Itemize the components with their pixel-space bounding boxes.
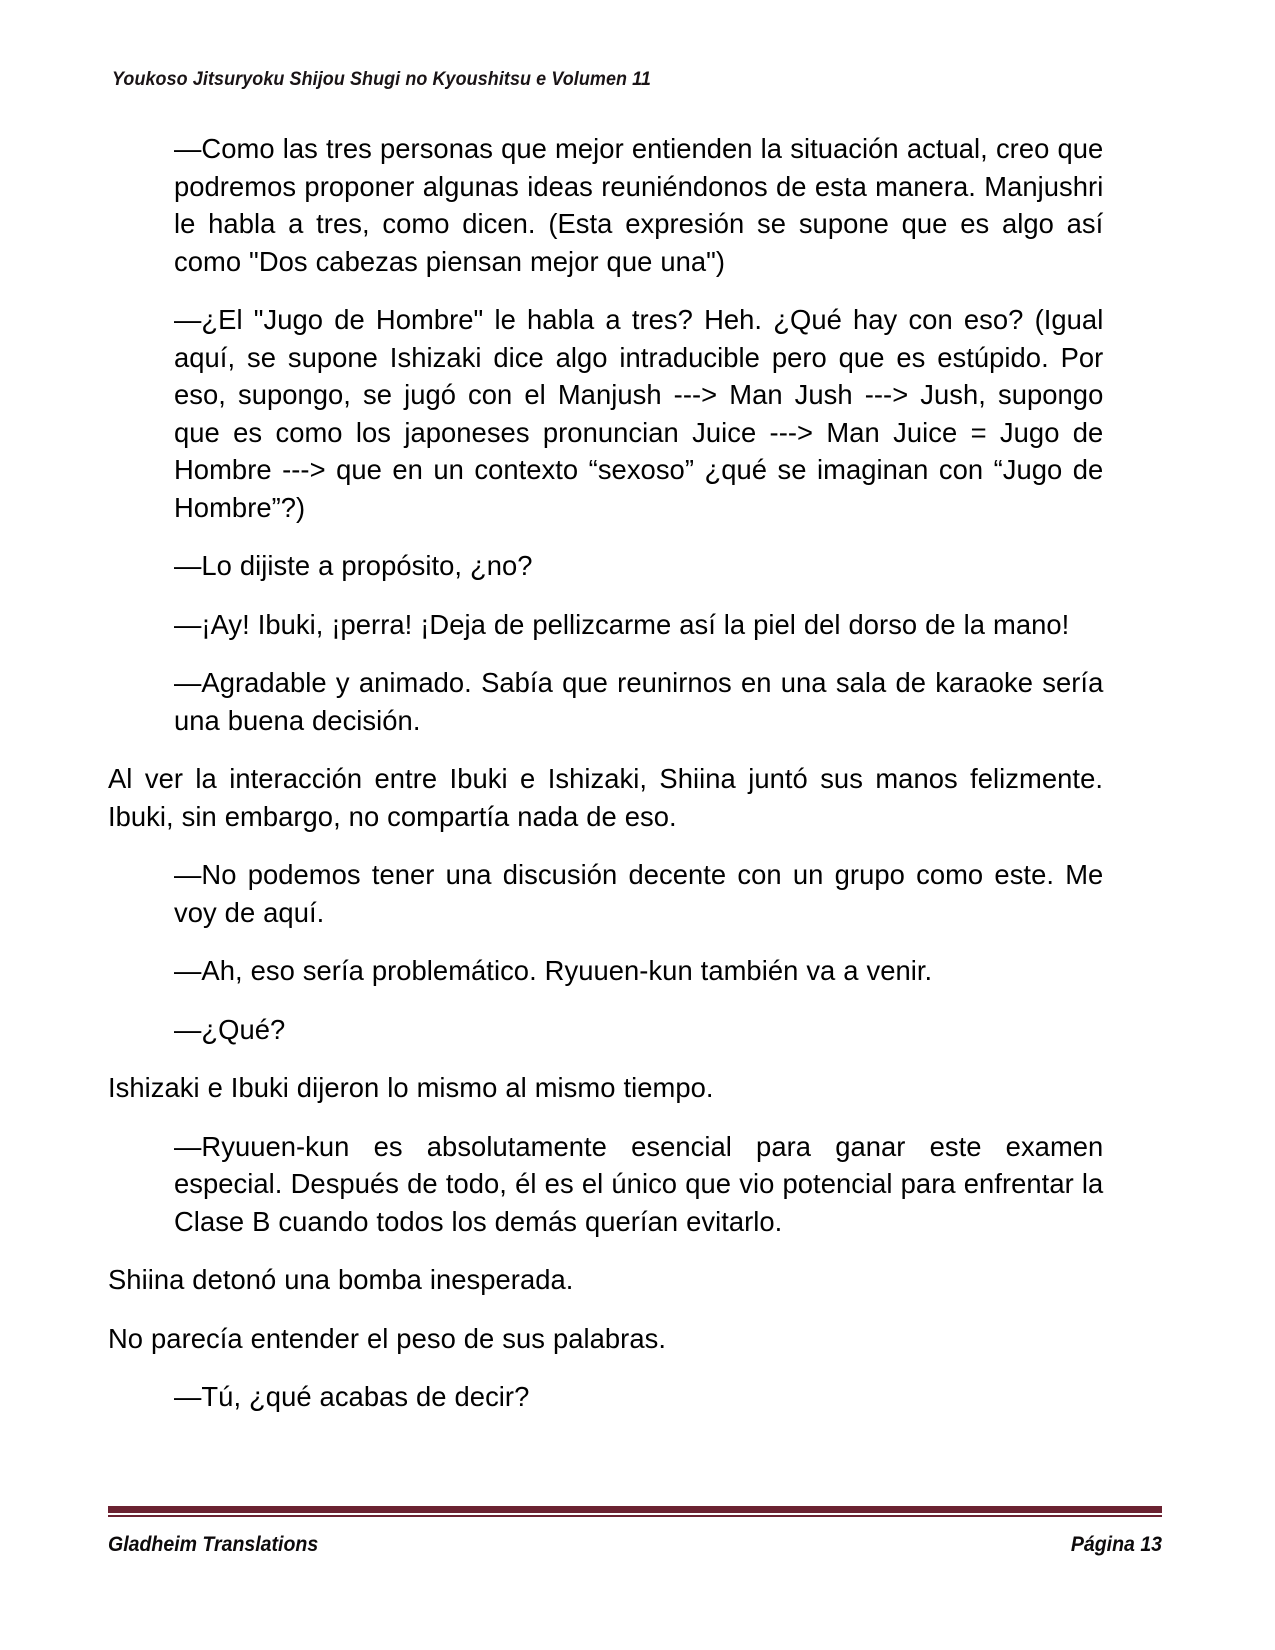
dialogue-paragraph: —Ryuuen-kun es absolutamente esencial para ganar este examen especial. Después de todo, él es el único que vio potencial para enfrentar la Clase B cuando todos los demás querían evitarlo.	[174, 1130, 1104, 1237]
footer-rule-thin	[108, 1515, 1162, 1517]
page-footer	[108, 1506, 1162, 1557]
dialogue-paragraph: —¿El "Jugo de Hombre" le habla a tres? Heh. ¿Qué hay con eso? (Igual aquí, se supone Ishizaki dice algo intraducible pero que es estúpido. Por eso, supongo, se jugó con el Manjush ---> Man Jush ---> Jush, supongo que es como los japoneses pronuncian Juice ---> Man Juice = Jugo de Hombre ---> que en un contexto “sexoso” ¿qué se imaginan con “Jugo de Hombre”?)	[174, 304, 1104, 523]
footer-rule-thick	[108, 1506, 1162, 1513]
dialogue-paragraph: —Ah, eso sería problemático. Ryuuen-kun también va a venir.	[174, 955, 933, 986]
dialogue-paragraph: —¡Ay! Ibuki, ¡perra! ¡Deja de pellizcarme así la piel del dorso de la mano!	[174, 608, 1070, 640]
dialogue-paragraph: —¿Qué?	[174, 1013, 286, 1045]
dialogue-paragraph: —Lo dijiste a propósito, ¿no?	[174, 550, 533, 581]
narration-paragraph: Shiina detonó una bomba inesperada.	[108, 1264, 574, 1295]
narration-paragraph: Al ver la interacción entre Ibuki e Ishizaki, Shiina juntó sus manos felizmente. Ibuki, sin embargo, no compartía nada de eso.	[108, 763, 1103, 832]
footer-translator-credit: Gladheim Translations	[108, 1533, 319, 1556]
dialogue-paragraph: —Tú, ¿qué acabas de decir?	[174, 1381, 530, 1412]
narration-paragraph: Ishizaki e Ibuki dijeron lo mismo al mismo tiempo.	[108, 1072, 714, 1103]
page-header	[112, 68, 1164, 91]
document-body	[108, 130, 1108, 1437]
dialogue-paragraph: —Como las tres personas que mejor entienden la situación actual, creo que podremos proponer algunas ideas reuniéndonos de esta manera. Manjushri le habla a tres, como dicen. (Esta expresión se supone que es algo así como "Dos cabezas piensan mejor que una")	[174, 133, 1104, 277]
dialogue-paragraph: —No podemos tener una discusión decente con un grupo como este. Me voy de aquí.	[174, 859, 1104, 928]
dialogue-paragraph: —Agradable y animado. Sabía que reunirnos en una sala de karaoke sería una buena decisión.	[174, 667, 1104, 736]
header-title: Youkoso Jitsuryoku Shijou Shugi no Kyoushitsu e Volumen 11	[112, 68, 651, 90]
footer-page-number: Página 13	[1070, 1533, 1162, 1556]
footer-row	[108, 1533, 1162, 1557]
narration-paragraph: No parecía entender el peso de sus palabras.	[108, 1322, 666, 1354]
